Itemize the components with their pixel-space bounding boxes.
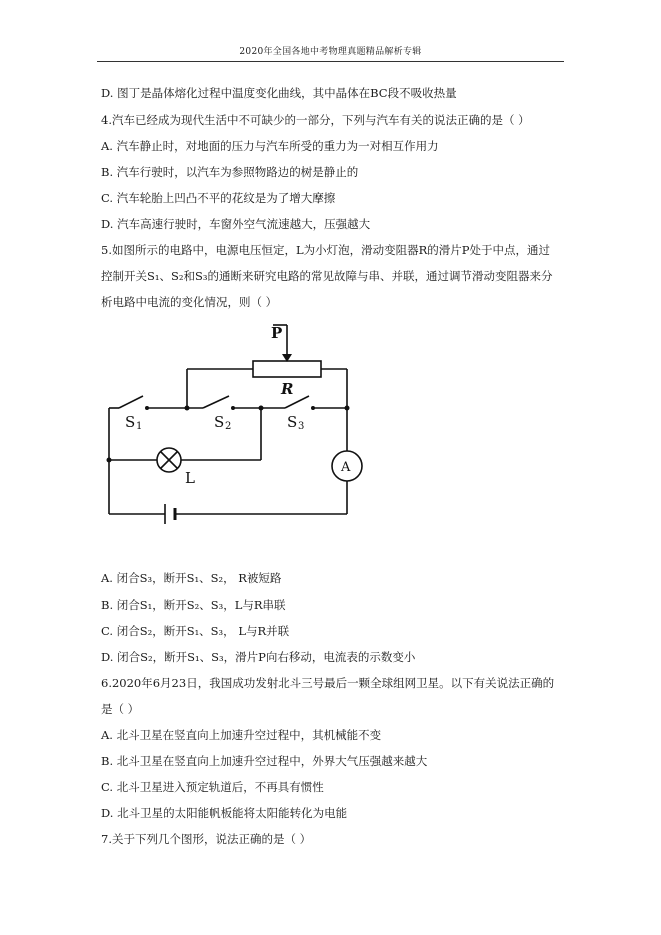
question-4-option-c: C. 汽车轮胎上凹凸不平的花纹是为了增大摩擦: [101, 191, 336, 205]
switch-s2-label: S: [214, 413, 225, 431]
switch-s1-label: S: [125, 413, 136, 431]
question-5-stem-line-1: 5.如图所示的电路中，电源电压恒定，L为小灯泡，滑动变阻器R的滑片P处于中点，通过: [101, 243, 551, 257]
circuit-diagram: [95, 318, 365, 533]
option-d-previous: D. 图丁是晶体熔化过程中温度变化曲线，其中晶体在BC段不吸收热量: [101, 86, 457, 100]
switch-s3-label: S: [287, 413, 298, 431]
question-6-stem-line-2: 是（ ）: [101, 702, 140, 716]
switch-s2-subscript: 2: [225, 421, 232, 432]
rheostat-label-r: R: [281, 380, 294, 398]
slider-label-p: P: [271, 324, 283, 342]
question-4-option-d: D. 汽车高速行驶时，车窗外空气流速越大，压强越大: [101, 217, 371, 231]
question-6-option-d: D. 北斗卫星的太阳能帆板能将太阳能转化为电能: [101, 806, 348, 820]
question-5-option-c: C. 闭合S₂，断开S₁、S₃， L与R并联: [101, 624, 290, 638]
question-4-option-a: A. 汽车静止时，对地面的压力与汽车所受的重力为一对相互作用力: [101, 139, 439, 153]
question-5-option-d: D. 闭合S₂，断开S₁、S₃，滑片P向右移动，电流表的示数变小: [101, 650, 416, 664]
question-7-stem: 7.关于下列几个图形，说法正确的是（ ）: [101, 832, 312, 846]
question-5-stem-line-2: 控制开关S₁、S₂和S₃的通断来研究电路的常见故障与串、并联，通过调节滑动变阻器来分: [101, 269, 553, 283]
lamp-label-l: L: [185, 469, 195, 487]
question-5-option-a: A. 闭合S₃，断开S₁、S₂， R被短路: [101, 571, 282, 585]
question-5-stem-line-3: 析电路中电流的变化情况，则（ ）: [101, 295, 278, 309]
ammeter-label-a: A: [341, 460, 351, 475]
question-6-stem-line-1: 6.2020年6月23日，我国成功发射北斗三号最后一颗全球组网卫星。以下有关说法正确的: [101, 676, 555, 690]
question-6-option-a: A. 北斗卫星在竖直向上加速升空过程中，其机械能不变: [101, 728, 382, 742]
question-5-option-b: B. 闭合S₁，断开S₂、S₃，L与R串联: [101, 598, 286, 612]
switch-s3-subscript: 3: [298, 421, 305, 432]
page-header: 2020年全国各地中考物理真题精品解析专辑: [239, 47, 422, 57]
question-6-option-b: B. 北斗卫星在竖直向上加速升空过程中，外界大气压强越来越大: [101, 754, 428, 768]
switch-s1-subscript: 1: [136, 421, 143, 432]
question-4-option-b: B. 汽车行驶时，以汽车为参照物路边的树是静止的: [101, 165, 359, 179]
question-4-stem: 4.汽车已经成为现代生活中不可缺少的一部分，下列与汽车有关的说法正确的是（ ）: [101, 113, 530, 127]
question-6-option-c: C. 北斗卫星进入预定轨道后，不再具有惯性: [101, 780, 324, 794]
header-rule: [97, 61, 564, 62]
